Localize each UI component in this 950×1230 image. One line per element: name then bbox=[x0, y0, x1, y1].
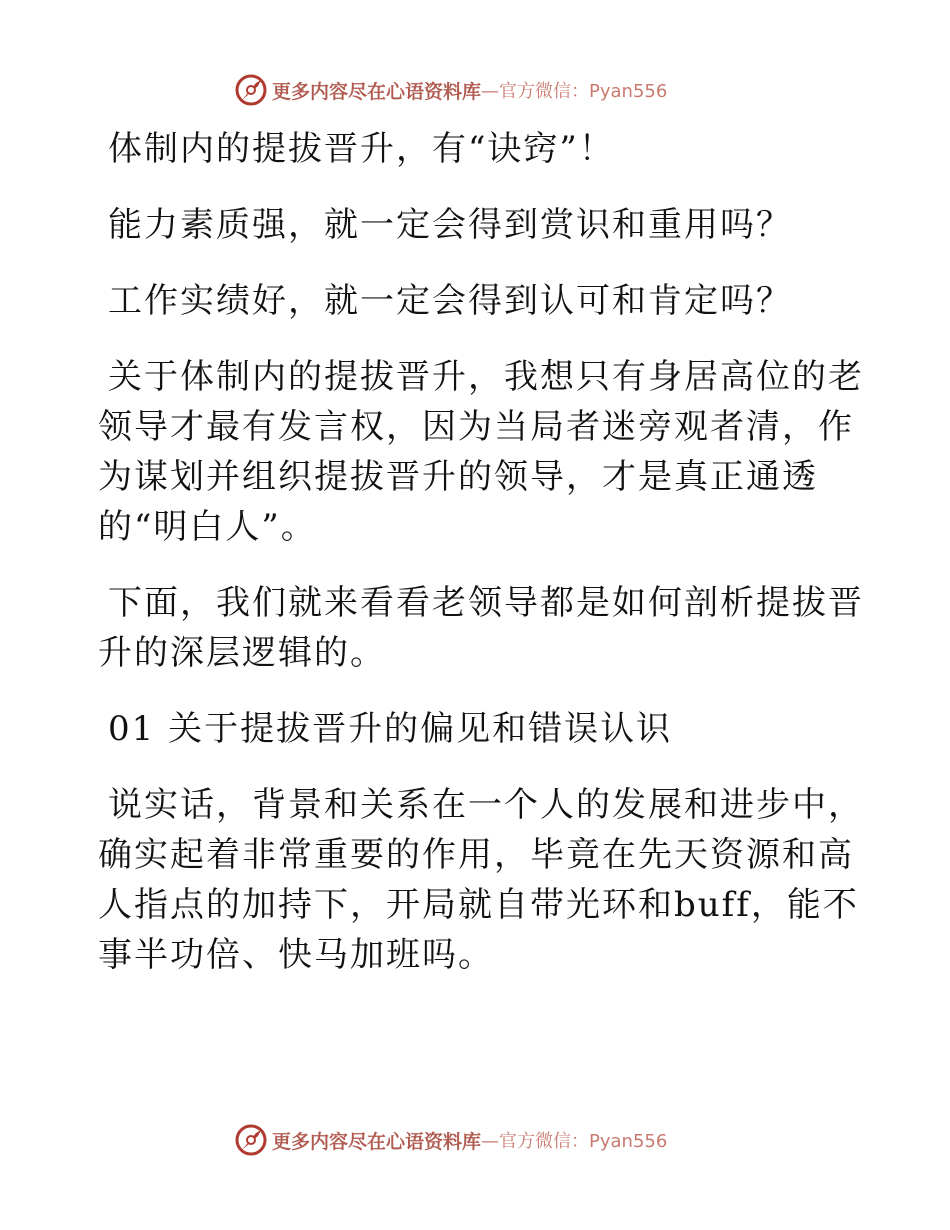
document-body bbox=[98, 124, 868, 1006]
header-watermark bbox=[234, 72, 667, 108]
watermark-sub-text: —官方微信：Pyan556 bbox=[481, 1131, 668, 1152]
paragraph-title: 体制内的提拔晋升，有“诀窍”！ bbox=[108, 129, 615, 169]
paragraph-question-2: 工作实绩好，就一定会得到认可和肯定吗？ bbox=[108, 281, 792, 321]
paragraph-intro: 关于体制内的提拔晋升，我想只有身居高位的老领导才最有发言权，因为当局者迷旁观者清，作为谋划并组织提拔晋升的领导，才是真正通透的“明白人”。 bbox=[98, 357, 864, 547]
paragraph-body: 说实话，背景和关系在一个人的发展和进步中，确实起着非常重要的作用，毕竟在先天资源和高人指点的加持下，开局就自带光环和buff，能不事半功倍、快马加班吗。 bbox=[98, 785, 864, 975]
paragraph-lead-in: 下面，我们就来看看老领导都是如何剖析提拔晋升的深层逻辑的。 bbox=[98, 583, 864, 673]
watermark-main-text: 更多内容尽在心语资料库 bbox=[272, 1130, 482, 1153]
paragraph-question-1: 能力素质强，就一定会得到赏识和重用吗？ bbox=[108, 205, 792, 245]
quill-logo-icon bbox=[234, 73, 268, 107]
footer-watermark bbox=[234, 1122, 667, 1158]
watermark-main-text: 更多内容尽在心语资料库 bbox=[272, 80, 482, 103]
watermark-sub-text: —官方微信：Pyan556 bbox=[481, 81, 668, 102]
section-heading-01: 01 关于提拔晋升的偏见和错误认识 bbox=[108, 709, 673, 749]
quill-logo-icon bbox=[234, 1123, 268, 1157]
